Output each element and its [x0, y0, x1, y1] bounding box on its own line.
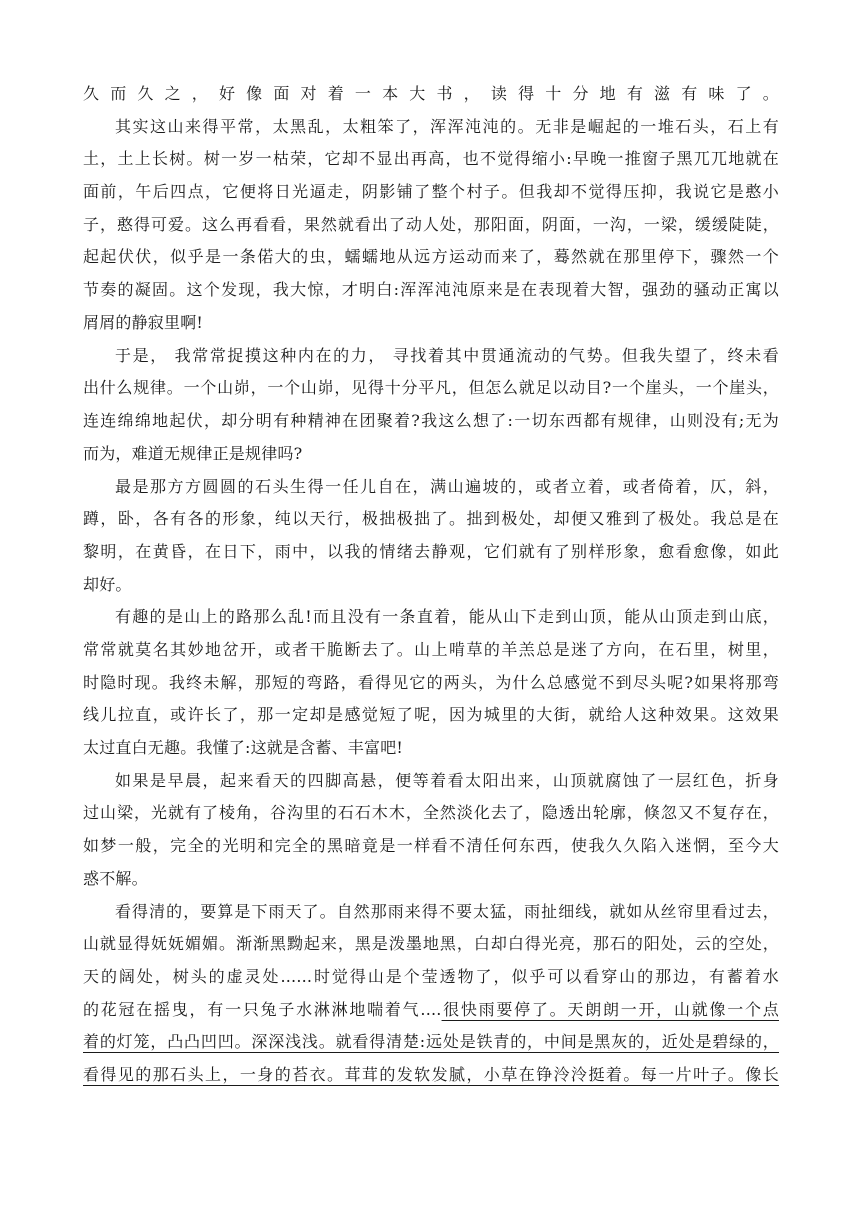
paragraph-3-line-4: 而为，难道无规律正是规律吗?	[83, 444, 303, 463]
paragraph-6-line-4: 惑不解。	[83, 869, 148, 888]
paragraph-5-line-1: 有趣的是山上的路那么乱!而且没有一条直着，能从山下走到山顶，能从山顶走到山底，	[115, 607, 779, 626]
underlined-passage-line-3: 看得见的那石头上，一身的苔衣。茸茸的发软发腻，小草在铮泠泠挺着。每一片叶子。像长	[83, 1065, 779, 1084]
underlined-passage-line-2: 着的灯笼，凸凸凹凹。深深浅浅。就看得清楚:远处是铁青的，中间是黑灰的，近处是碧绿的，	[83, 1032, 779, 1051]
paragraph-2-line-7: 屑屑的静寂里啊!	[83, 313, 204, 332]
paragraph-2-line-6: 节奏的凝固。这个发现，我大惊，才明白:浑浑沌沌原来是在表现着大智，强劲的骚动正寓以	[83, 280, 779, 299]
underlined-passage-start: 很快雨要停了。天朗朗一开，山就像一个点	[441, 1000, 779, 1019]
paragraph-5-line-2: 常常就莫名其妙地岔开，或者干脆断去了。山上啃草的羊羔总是迷了方向，在石里，树里，	[83, 640, 779, 659]
paragraph-5-line-4: 线儿拉直，或许长了，那一定却是感觉短了呢，因为城里的大街，就给人这种效果。这效果	[83, 705, 779, 724]
paragraph-1-line-1: 久而久之，好像面对着一本大书，读得十分地有滋有味了。	[83, 84, 779, 103]
paragraph-5-line-3: 时隐时现。我终未解，那短的弯路，看得见它的两头，为什么总感觉不到尽头呢?如果将那弯	[83, 673, 779, 692]
paragraph-6-line-3: 如梦一般，完全的光明和完全的黑暗竟是一样看不清任何东西，使我久久陷入迷惘，至今大	[83, 836, 779, 855]
paragraph-4-line-4: 却好。	[83, 575, 132, 594]
paragraph-7-line-1: 看得清的，要算是下雨天了。自然那雨来得不要太猛，雨扯细线，就如从丝帘里看过去，	[115, 902, 779, 921]
paragraph-2-line-5: 起起伏伏，似乎是一条偌大的虫，蠕蠕地从远方运动而来了，蓦然就在那里停下，骤然一个	[83, 247, 779, 266]
paragraph-7-line-4-plain: 的花冠在摇曳，有一只兔子水淋淋地喘着气....	[83, 1000, 442, 1019]
paragraph-4-line-2: 蹲，卧，各有各的形象，纯以天行，极拙极拙了。拙到极处，却便又雅到了极处。我总是在	[83, 509, 779, 528]
paragraph-2-line-2: 土，土上长树。树一岁一枯荣，它却不显出再高，也不觉得缩小:早晚一推窗子黑兀兀地就在	[83, 149, 779, 168]
paragraph-7-line-4	[83, 994, 779, 1026]
paragraph-2-line-1: 其实这山来得平常，太黑乱，太粗笨了，浑浑沌沌的。无非是崛起的一堆石头，石上有	[115, 117, 779, 136]
paragraph-7-line-3: 天的阔处，树头的虚灵处......时觉得山是个莹透物了，似乎可以看穿山的那边，有蓄着水	[83, 967, 779, 986]
paragraph-3-line-3: 连连绵绵地起伏，却分明有种精神在团聚着?我这么想了:一切东西都有规律，山则没有;无为	[83, 411, 779, 430]
paragraph-2-line-3: 面前，午后四点，它便将日光逼走，阴影铺了整个村子。但我却不觉得压抑，我说它是憨小	[83, 182, 779, 201]
paragraph-2-line-4: 子，憨得可爱。这么再看看，果然就看出了动人处，那阳面，阴面，一沟，一梁，缓缓陡陡，	[83, 215, 779, 234]
paragraph-4-line-3: 黎明，在黄昏，在日下，雨中，以我的情绪去静观，它们就有了别样形象，愈看愈像，如此	[83, 542, 779, 561]
paragraph-5-line-5: 太过直白无趣。我懂了:这就是含蓄、丰富吧!	[83, 738, 404, 757]
paragraph-4-line-1: 最是那方方圆圆的石头生得一任儿自在，满山遍坡的，或者立着，或者倚着，仄，斜，	[115, 477, 779, 496]
paragraph-3-line-2: 出什么规律。一个山峁，一个山峁，见得十分平凡，但怎么就足以动目?一个崖头，一个崖头，	[83, 378, 779, 397]
paragraph-3-line-1: 于是， 我常常捉摸这种内在的力， 寻找着其中贯通流动的气势。但我失望了，终未看	[115, 346, 779, 365]
paragraph-6-line-1: 如果是早晨，起来看天的四脚高悬，便等着看太阳出来，山顶就腐蚀了一层红色，折身	[115, 771, 779, 790]
paragraph-6-line-2: 过山梁，光就有了棱角，谷沟里的石石木木，全然淡化去了，隐透出轮廓，倏忽又不复存在，	[83, 803, 779, 822]
paragraph-7-line-2: 山就显得妩妩媚媚。渐渐黑黝起来，黑是泼墨地黑，白却白得光亮，那石的阳处，云的空处，	[83, 934, 779, 953]
